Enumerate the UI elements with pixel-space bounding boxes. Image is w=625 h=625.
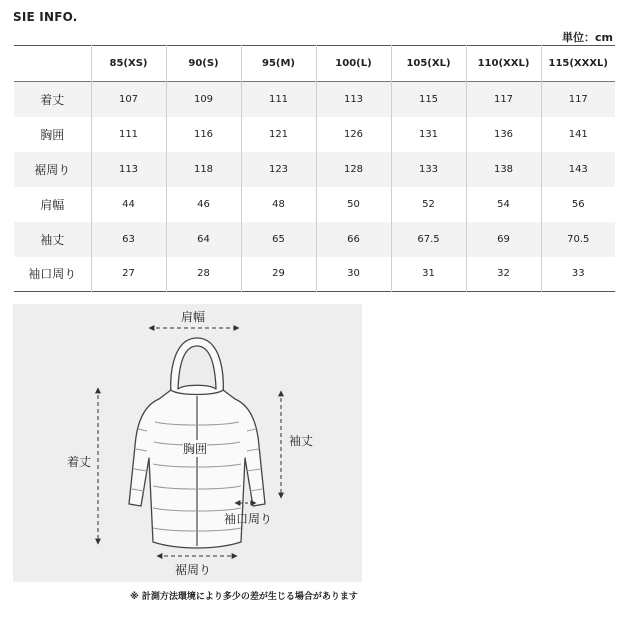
table-header-cell: 90(S) [166,46,241,82]
table-cell: 121 [241,117,316,152]
row-label: 胸囲 [40,127,65,142]
row-label: 着丈 [40,92,65,107]
table-cell: 30 [316,257,391,292]
table-cell: 123 [241,152,316,187]
measurement-diagram [13,304,362,582]
table-row [14,187,615,222]
table-cell: 141 [541,117,615,152]
table-cell: 52 [391,187,466,222]
unit-label: 単位：cm [562,31,613,44]
table-cell: 109 [166,82,241,117]
hem-label: 裾周り [175,563,212,577]
table-cell: 32 [466,257,541,292]
page-title: SIE INFO. [13,10,78,24]
table-header-cell: 105(XL) [391,46,466,82]
table-cell: 70.5 [541,222,615,257]
table-cell: 131 [391,117,466,152]
table-cell: 136 [466,117,541,152]
row-label: 肩幅 [40,197,65,212]
table-cell: 31 [391,257,466,292]
table-cell: 63 [91,222,166,257]
table-header-cell: 95(M) [241,46,316,82]
table-cell: 28 [166,257,241,292]
table-cell: 65 [241,222,316,257]
table-header-cell: 110(XXL) [466,46,541,82]
table-cell: 50 [316,187,391,222]
table-cell: 48 [241,187,316,222]
table-cell: 66 [316,222,391,257]
table-cell: 64 [166,222,241,257]
row-label: 裾周り [34,162,71,177]
table-header-cell: 115(XXXL) [541,46,615,82]
table-cell: 67.5 [391,222,466,257]
shoulder-width-label: 肩幅 [181,310,206,324]
row-label: 袖口周り [28,267,77,282]
table-cell: 113 [316,82,391,117]
table-cell: 128 [316,152,391,187]
table-row [14,117,615,152]
table-cell: 138 [466,152,541,187]
row-label: 袖丈 [40,232,65,247]
table-cell: 118 [166,152,241,187]
table-row [14,222,615,257]
chest-label: 胸囲 [183,442,208,456]
table-cell: 33 [541,257,615,292]
table-cell: 115 [391,82,466,117]
table-cell: 116 [166,117,241,152]
table-cell: 126 [316,117,391,152]
table-cell: 27 [91,257,166,292]
table-cell: 111 [241,82,316,117]
table-cell: 69 [466,222,541,257]
size-table [14,45,615,292]
length-label: 着丈 [67,455,92,469]
table-cell: 133 [391,152,466,187]
cuff-label: 袖口周り [224,512,273,526]
table-cell: 143 [541,152,615,187]
table-cell: 46 [166,187,241,222]
table-header-row [14,46,615,82]
table-row [14,82,615,117]
table-cell: 54 [466,187,541,222]
table-header-cell: 85(XS) [91,46,166,82]
table-header-cell: 100(L) [316,46,391,82]
sleeve-length-label: 袖丈 [289,434,314,448]
table-cell: 107 [91,82,166,117]
table-cell: 56 [541,187,615,222]
table-cell: 29 [241,257,316,292]
table-row [14,152,615,187]
table-row [14,257,615,292]
measurement-note: ※ 計測方法環境により多少の差が生じる場合があります [130,592,358,602]
table-cell: 113 [91,152,166,187]
table-header-cell [14,46,91,82]
table-cell: 44 [91,187,166,222]
table-cell: 117 [466,82,541,117]
table-cell: 117 [541,82,615,117]
table-cell: 111 [91,117,166,152]
